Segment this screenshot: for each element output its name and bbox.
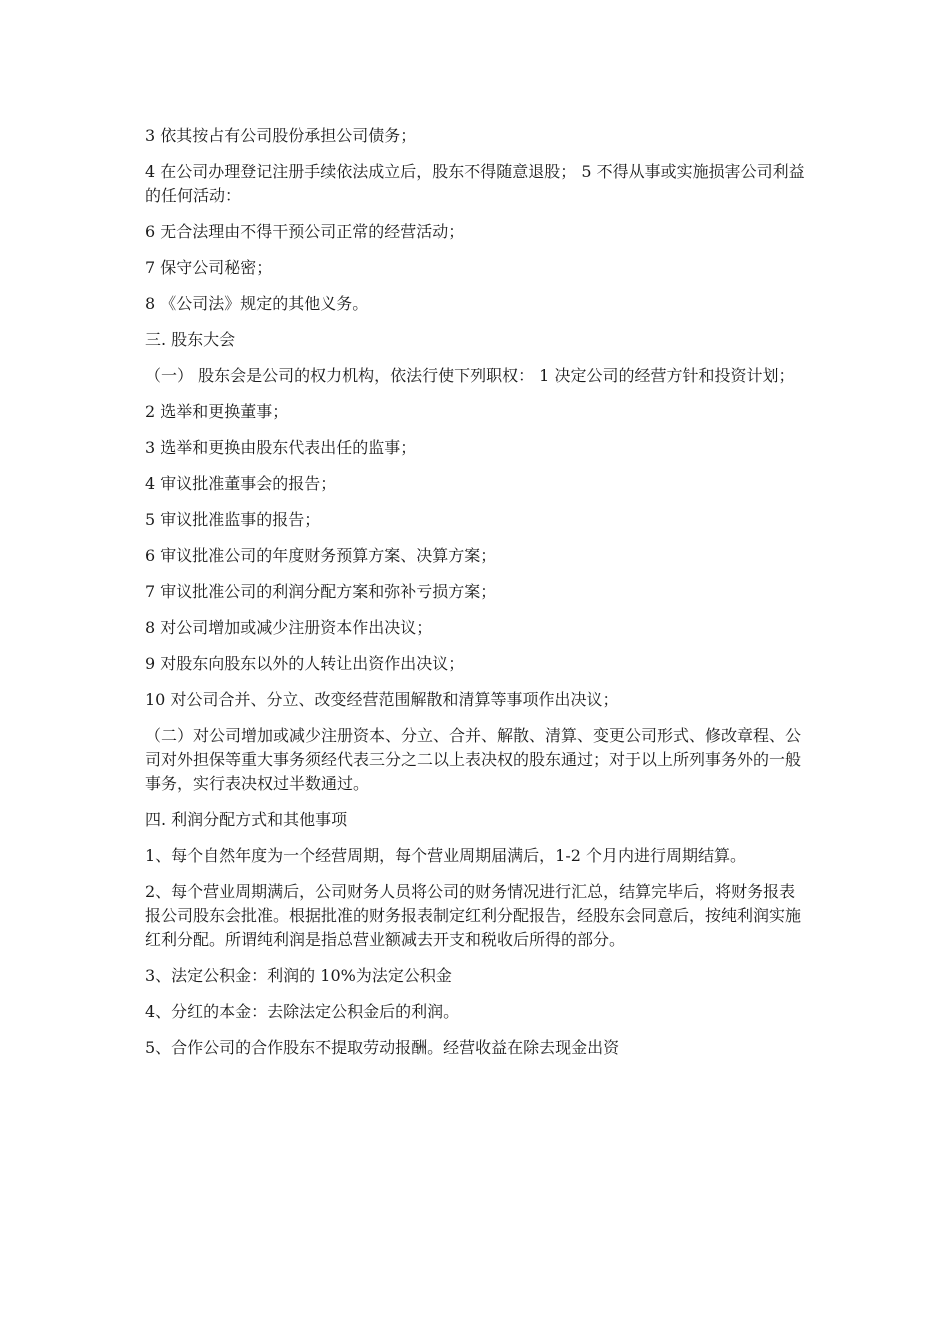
paragraph: 9 对股东向股东以外的人转让出资作出决议； xyxy=(145,654,465,673)
paragraph: 1、每个自然年度为一个经营周期，每个营业周期届满后，1-2 个月内进行周期结算。 xyxy=(145,846,747,865)
paragraph: 3 依其按占有公司股份承担公司债务； xyxy=(145,126,417,145)
paragraph: 8 对公司增加或减少注册资本作出决议； xyxy=(145,618,433,637)
paragraph: 3、法定公积金：利润的 10%为法定公积金 xyxy=(145,966,452,985)
paragraph: 4、分红的本金：去除法定公积金后的利润。 xyxy=(145,1002,460,1021)
paragraph: 3 选举和更换由股东代表出任的监事； xyxy=(145,438,417,457)
paragraph: （一） 股东会是公司的权力机构，依法行使下列职权： 1 决定公司的经营方针和投资计划； xyxy=(145,366,795,385)
paragraph: 6 无合法理由不得干预公司正常的经营活动； xyxy=(145,222,465,241)
paragraph: 6 审议批准公司的年度财务预算方案、决算方案； xyxy=(145,546,497,565)
paragraph: 5、合作公司的合作股东不提取劳动报酬。经营收益在除去现金出资 xyxy=(145,1038,620,1057)
section-heading: 四. 利润分配方式和其他事项 xyxy=(145,810,348,829)
paragraph: 5 审议批准监事的报告； xyxy=(145,510,321,529)
document-body xyxy=(145,124,810,1072)
paragraph: 4 审议批准董事会的报告； xyxy=(145,474,337,493)
paragraph: 10 对公司合并、分立、改变经营范围解散和清算等事项作出决议； xyxy=(145,690,619,709)
paragraph: 2 选举和更换董事； xyxy=(145,402,289,421)
paragraph: 4 在公司办理登记注册手续依法成立后，股东不得随意退股； 5 不得从事或实施损害公司利益的任何活动： xyxy=(145,162,805,205)
paragraph: 2、每个营业周期满后，公司财务人员将公司的财务情况进行汇总，结算完毕后，将财务报表报公司股东会批准。根据批准的财务报表制定红利分配报告，经股东会同意后，按纯利润实施红利分配。所谓纯利润是指总营业额减去开支和税收后所得的部分。 xyxy=(145,882,802,949)
paragraph: 7 保守公司秘密； xyxy=(145,258,273,277)
paragraph: （二）对公司增加或减少注册资本、分立、合并、解散、清算、变更公司形式、修改章程、公司对外担保等重大事务须经代表三分之二以上表决权的股东通过；对于以上所列事务外的一般事务，实行表决权过半数通过。 xyxy=(145,726,802,793)
paragraph: 8 《公司法》规定的其他义务。 xyxy=(145,294,369,313)
section-heading: 三. 股东大会 xyxy=(145,330,236,349)
paragraph: 7 审议批准公司的利润分配方案和弥补亏损方案； xyxy=(145,582,497,601)
